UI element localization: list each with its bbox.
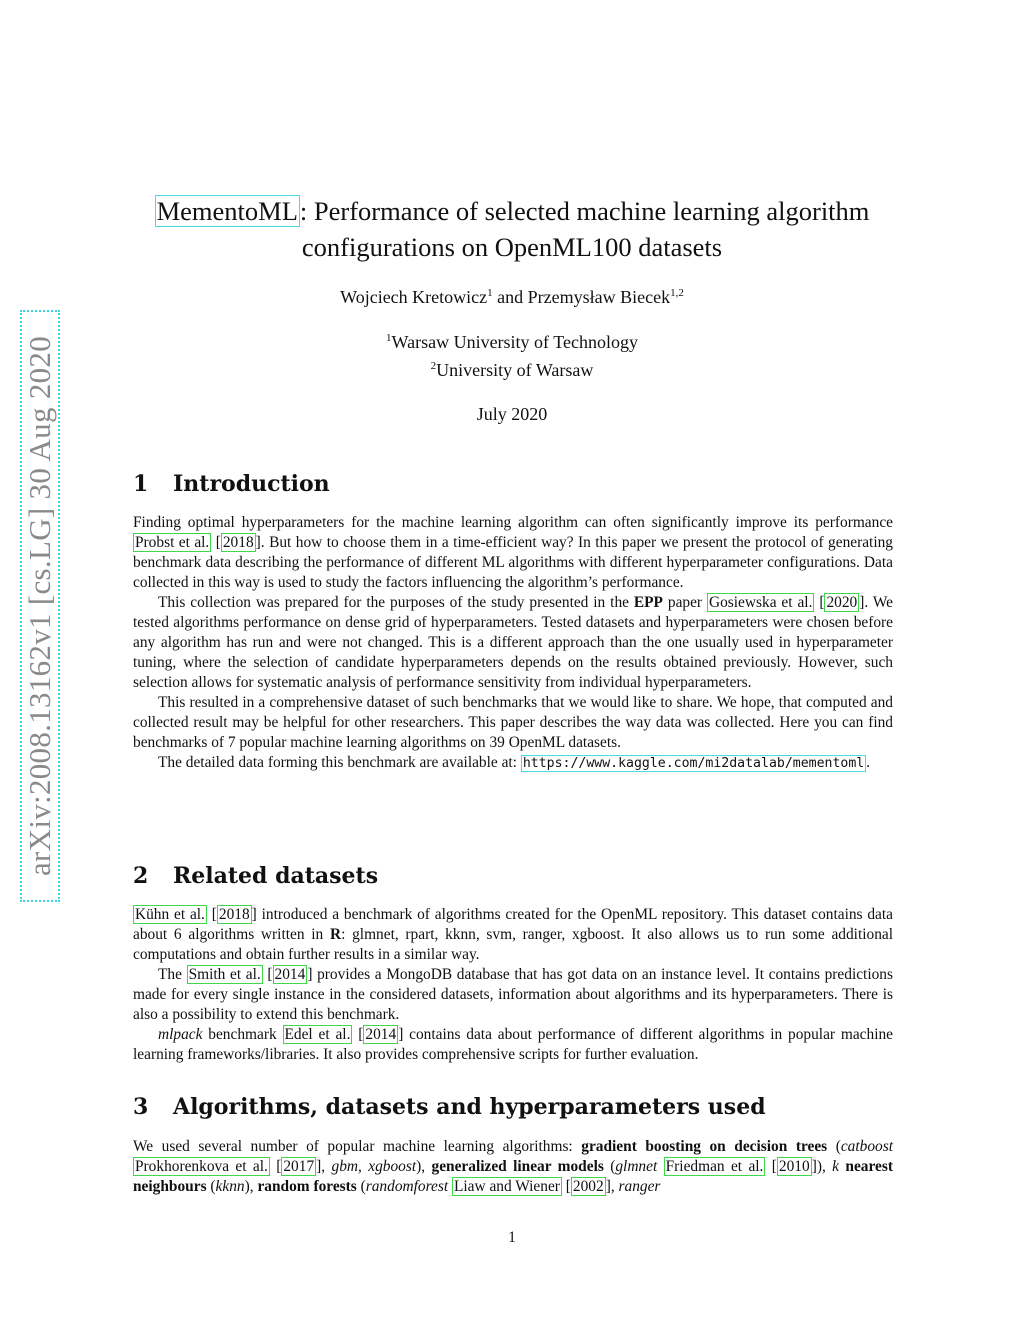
affil-1-sup: 1 [386,332,392,344]
algos-text-7: ]), [811,1158,833,1175]
intro-p2-text-a: This collection was prepared for the purposes of the study presented in the [158,594,634,611]
epp-bold: EPP [633,594,663,611]
intro-paragraph-3: This resulted in a comprehensive dataset of such benchmarks that we would like to share. We hope, that computed and collected result may be helpful for other researchers. This paper describes the way data was collected. Here you can find benchmarks of 7 popular machine learning algorithms on 39 OpenML datasets. [133,694,893,751]
algo-k-italic: k [832,1158,840,1175]
affiliations [110,326,914,382]
author-1-affil: 1 [487,287,493,299]
paper-title [110,193,914,265]
section-3-heading [133,1094,766,1120]
section-3-number: 3 [133,1094,149,1120]
intro-p1-text-b: . But how to choose them in a time-efficient way? In this paper we present the protocol of generating benchmark data describing the performance of different ML algorithms with different hyperparameter configurations. Data collected in this way is used to study the factors influencing the algorithm’s performance. [133,534,893,591]
section-3-title: Algorithms, datasets and hyperparameters used [173,1094,766,1120]
section-1-heading [133,471,330,497]
algos-text-4: , [358,1158,369,1175]
algo-randomforest: randomforest [365,1178,449,1195]
algos-text-8: ( [206,1178,216,1195]
related-p2-text-a: The [158,966,187,983]
cite-probst[interactable]: Probst et al. [135,534,210,551]
related-paragraph-2: The Smith et al. [ 2014 ] provides a MongoDB database that has got data on an instance level. It contains predictions made for every single instance in the considered datasets, information about algorithms and its hyperparameters. There is also a possibility to extend this benchmark. [133,966,893,1023]
authors [110,287,914,308]
algo-gbm: gbm [331,1158,359,1175]
intro-p4-text-b: . [866,754,871,771]
affil-1-name: Warsaw University of Technology [391,332,638,352]
title-line2: configurations on OpenML100 datasets [301,232,723,262]
intro-p4-text-a: The detailed data forming this benchmark are available at: [158,754,521,771]
cite-kuhn-year[interactable]: 2018 [218,906,250,923]
arxiv-identifier-box[interactable] [20,310,60,902]
related-p1-text-a: introduced a benchmark of algorithms created for the OpenML repository. This dataset contains data about 6 algorithms written in [133,906,893,943]
cite-friedman[interactable]: Friedman et al. [665,1158,764,1175]
author-2: Przemysław Biecek [527,287,671,307]
intro-paragraph-4 [133,753,893,774]
algos-text-2: ( [827,1138,841,1155]
affil-2-sup: 2 [430,360,437,372]
section-3-body [133,1137,893,1197]
cite-kuhn[interactable]: Kühn et al. [135,906,205,923]
title-link-mementoml[interactable]: MementoML [156,196,298,226]
intro-paragraph-1: Finding optimal hyperparameters for the machine learning algorithm can often significantly improve its performance Probst et al. [ 2018 ]. But how to choose them in a time-efficient way? In this paper we present the protocol of generating benchmark data describing the performance of different ML algorithms with different hyperparameter configurations. Data collected in this way is used to study the factors influencing the algorithm’s performance. [133,514,893,591]
algos-text-6: ( [603,1158,616,1175]
algo-catboost: catboost [840,1138,893,1155]
algos-text-10: ( [356,1178,366,1195]
cite-liaw-year[interactable]: 2002 [572,1178,604,1195]
intro-paragraph-2: This collection was prepared for the purposes of the study presented in the EPP paper Gosiewska et al. [ 2020 ]. We tested algorithms performance on dense grid of hyperparameters. Tested datasets and hyperparameters were chosen before any algorithm has run and were not changed. This is a different approach than the one usually used in hyperparameter tuning, where the selection of candidate hyperparameters depends on the results obtained previously. However, such selection allows for systematic analysis of performance sensitivity from individual hyperparameters. [133,594,893,691]
section-1-title: Introduction [173,471,330,497]
algo-kknn: kknn [215,1178,245,1195]
affil-2-name: University of Warsaw [436,360,594,380]
algo-knn-bold: nearest neighbours [133,1158,893,1195]
algos-text-1: We used several number of popular machine learning algorithms: [133,1138,582,1155]
cite-probst-year[interactable]: 2018 [222,534,254,551]
related-paragraph-1: Kühn et al. [ 2018 ] introduced a benchmark of algorithms created for the OpenML repository. This dataset contains data about 6 algorithms written in R: glmnet, rpart, kknn, svm, ranger, xgboost. It also allows us to run some additional computations and obtain further results in a similar way. [133,906,893,963]
cite-edel[interactable]: Edel et al. [284,1026,351,1043]
page-number: 1 [508,1229,516,1246]
section-1-body [133,513,893,774]
section-2-title: Related datasets [173,863,379,889]
algo-gbdt-bold: gradient boosting on decision trees [581,1138,828,1155]
cite-smith-year[interactable]: 2014 [274,966,306,983]
section-2-heading [133,863,378,889]
related-p3-text-a: benchmark [202,1026,283,1043]
section-1-number: 1 [133,471,149,497]
cite-liaw[interactable]: Liaw and Wiener [453,1178,560,1195]
algo-glm-bold: generalized linear models [431,1158,604,1175]
related-p3-text-b: contains data about performance of different algorithms in popular machine learning frameworks/libraries. It also provides comprehensive scripts for further evaluation. [133,1026,893,1063]
paper-date: July 2020 [476,404,548,424]
algo-xgboost: xgboost [368,1158,417,1175]
authors-and: and [492,287,528,307]
related-p1-text-b: : glmnet, rpart, kknn, svm, ranger, xgboost. It also allows us to run some additional computations and obtain further results in a similar way. [133,926,893,963]
mlpack-italic: mlpack [158,1026,203,1043]
cite-prokhorenkova-year[interactable]: 2017 [283,1158,315,1175]
title-line1-rest: : Performance of selected machine learning algorithm [299,196,870,226]
algo-ranger: ranger [618,1178,661,1195]
algos-paragraph: We used several number of popular machine learning algorithms: gradient boosting on decision trees (catboost Prokhorenkova et al. [ 2017 ], gbm, xgboost), generalized linear models (glmnet Friedman et al. [ 2010 ]), k nearest neighbours (kknn), random forests (randomforest Liaw and Wiener [ 2002 ], ranger [133,1138,893,1195]
intro-p2-text-c: . We tested algorithms performance on dense grid of hyperparameters. Tested datasets and hyperparameters were chosen before any algorithm has run and were not changed. This is a different approach than the one usually used in hyperparameter tuning, where the selection of candidate hyperparameters depends on the results obtained previously. However, such selection allows for systematic analysis of performance sensitivity from individual hyperparameters. [133,594,893,691]
cite-friedman-year[interactable]: 2010 [778,1158,810,1175]
author-2-affil: 1,2 [670,287,684,299]
related-p2-text-b: provides a MongoDB database that has got data on an instance level. It contains predictions made for every single instance in the considered datasets, information about algorithms and its hyperparameters. There is also a possibility to extend this benchmark. [133,966,893,1023]
algo-rf-bold: random forests [257,1178,357,1195]
algos-text-3: , [321,1158,332,1175]
algo-glmnet: glmnet [615,1158,658,1175]
cite-gosiewska-year[interactable]: 2020 [826,594,858,611]
author-1: Wojciech Kretowicz [340,287,488,307]
algos-text-11: ], [605,1178,619,1195]
related-paragraph-3: mlpack benchmark Edel et al. [ 2014 ] contains data about performance of different algorithms in popular machine learning frameworks/libraries. It also provides comprehensive scripts for further evaluation. [133,1026,893,1063]
arxiv-identifier[interactable]: arXiv:2008.13162v1 [cs.LG] 30 Aug 2020 [22,335,58,877]
section-2-body [133,905,893,1065]
cite-prokhorenkova[interactable]: Prokhorenkova et al. [135,1158,268,1175]
r-language-bold: R [329,926,342,943]
algos-text-9: ), [244,1178,258,1195]
cite-edel-year[interactable]: 2014 [365,1026,397,1043]
intro-p2-text-b: paper [662,594,707,611]
algos-text-5: ), [416,1158,432,1175]
cite-gosiewska[interactable]: Gosiewska et al. [708,594,813,611]
kaggle-url-link[interactable]: https://www.kaggle.com/mi2datalab/mementoml [522,756,865,771]
section-2-number: 2 [133,863,149,889]
cite-smith[interactable]: Smith et al. [188,966,261,983]
intro-p1-text-a: Finding optimal hyperparameters for the machine learning algorithm can often significantly improve its performance [133,514,893,531]
